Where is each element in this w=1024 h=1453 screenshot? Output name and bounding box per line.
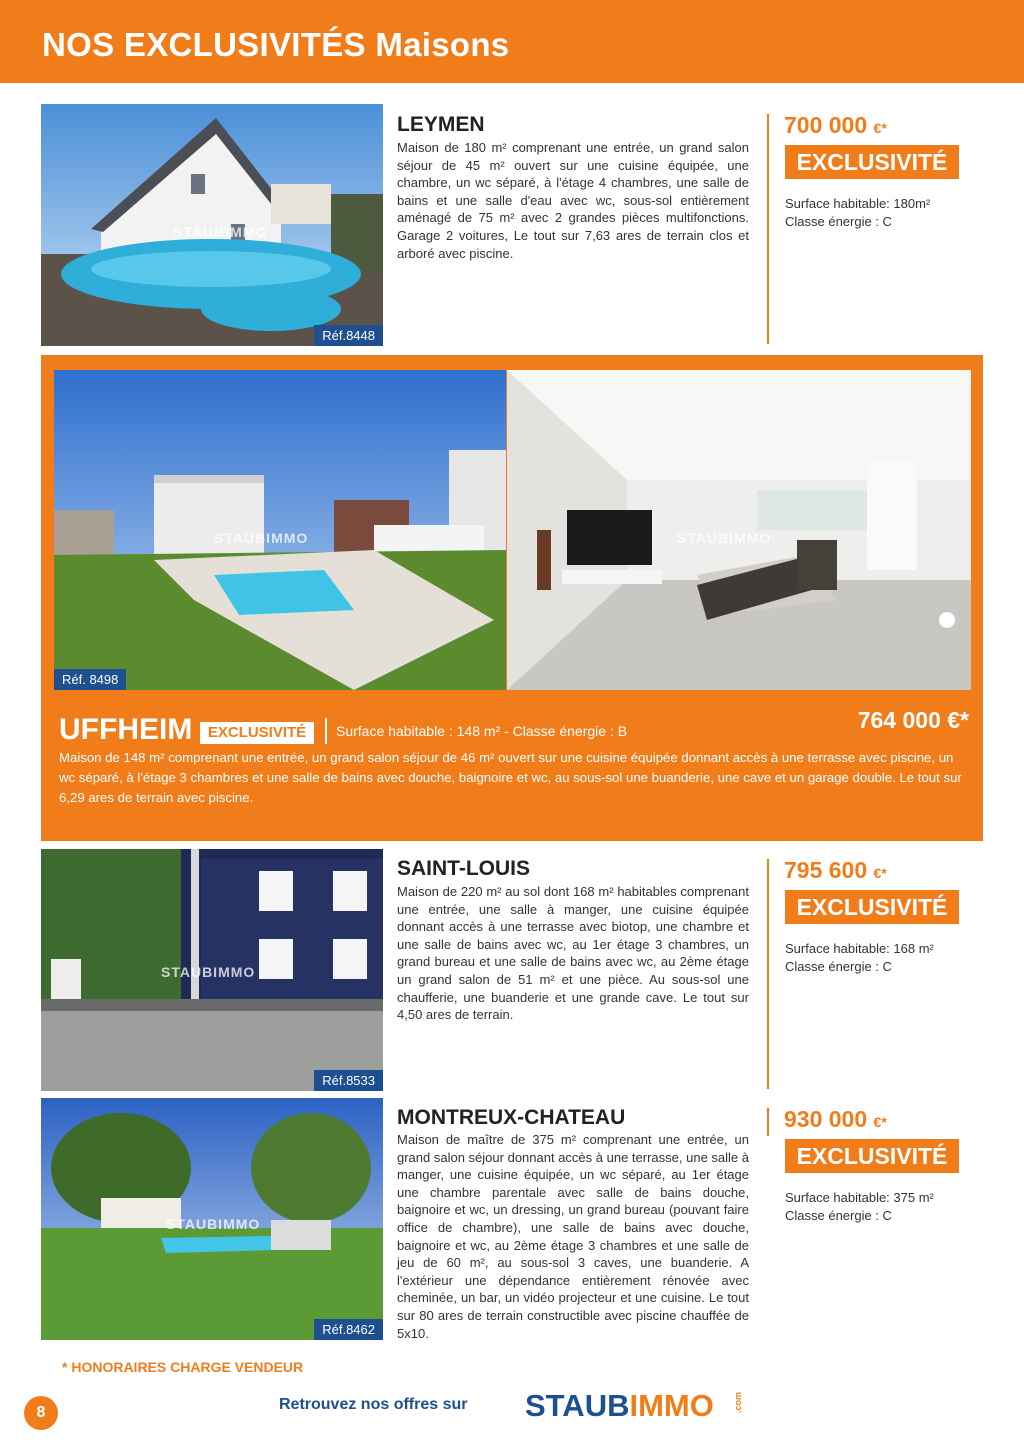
divider xyxy=(325,718,327,744)
reference-badge: Réf.8533 xyxy=(314,1070,383,1091)
featured-spec: Surface habitable : 148 m² - Classe énergie : B xyxy=(336,723,628,739)
watermark: STAUBIMMO xyxy=(173,224,268,240)
exclusive-badge: EXCLUSIVITÉ xyxy=(200,722,314,744)
listing-surface: Surface habitable: 375 m² xyxy=(785,1190,934,1205)
featured-price: 764 000 €* xyxy=(857,707,969,733)
listing-city: SAINT-LOUIS xyxy=(397,857,531,880)
exclusive-badge: EXCLUSIVITÉ xyxy=(785,1139,959,1173)
divider xyxy=(767,1108,769,1136)
listing-photo-montreux-chateau[interactable] xyxy=(41,1098,383,1340)
listing-price xyxy=(784,1106,887,1133)
watermark: STAUBIMMO xyxy=(677,530,772,546)
page-number: 8 xyxy=(24,1396,58,1430)
price-value: 795 600 xyxy=(784,857,868,883)
logo-suffix: .com xyxy=(733,1392,743,1414)
watermark: STAUBIMMO xyxy=(166,1216,261,1232)
featured-description: Maison de 148 m² comprenant une entrée, un grand salon séjour de 46 m² ouvert sur une cuisine équipée donnant accès à une terrasse avec piscine, un wc séparé, à l'étage 3 chambres et une salle de bains avec douche, baignoire et wc, au sous-sol une buanderie, une cave et un garage double. Le tout sur 6,29 ares de terrain avec piscine. xyxy=(59,750,962,805)
reference-badge: Réf.8448 xyxy=(314,325,383,346)
exclusive-badge: EXCLUSIVITÉ xyxy=(785,145,959,179)
listing-description: Maison de 180 m² comprenant une entrée, un grand salon séjour de 45 m² ouvert sur une cuisine équipée, une chambre, un wc séparé, à l'étage 4 chambres, une salle de bains et une salle d'eau avec wc, sous-sol entièrement aménagé de 75 m² avec 2 grandes pièces multifonctions. Garage 2 voitures, Le tout sur 7,63 ares de terrain clos et arboré avec piscine. xyxy=(397,140,749,261)
listing-photo-saint-louis[interactable] xyxy=(41,849,383,1091)
listing-energy: Classe énergie : C xyxy=(785,1208,892,1223)
staubimmo-logo[interactable] xyxy=(525,1388,743,1424)
footer-tagline: Retrouvez nos offres sur xyxy=(279,1396,468,1413)
price-currency: €* xyxy=(873,120,887,136)
listing-surface: Surface habitable: 180m² xyxy=(785,196,931,211)
exclusive-badge: EXCLUSIVITÉ xyxy=(785,890,959,924)
listing-energy: Classe énergie : C xyxy=(785,214,892,229)
listing-energy: Classe énergie : C xyxy=(785,959,892,974)
price-currency: €* xyxy=(873,865,887,881)
price-currency: €* xyxy=(873,1114,887,1130)
listing-description: Maison de 220 m² au sol dont 168 m² habitables comprenant une entrée, une salle à manger, une cuisine équipée donnant accès à une terrasse avec biotop, une chambre et une salle de bains avec wc, au 1er étage 3 chambres, un grand bureau et une salle de bains avec wc, au 2ème étage un grand salon de 51 m² et une pièce. Au sous-sol une chaufferie, une buanderie et une grande cave. Le tout sur 4,50 ares de terrain. xyxy=(397,884,749,1023)
listing-city: LEYMEN xyxy=(397,113,485,136)
divider xyxy=(767,859,769,1089)
price-value: 700 000 xyxy=(784,112,868,138)
page-title: NOS EXCLUSIVITÉS Maisons xyxy=(42,26,510,63)
listing-photo-leymen[interactable] xyxy=(41,104,383,346)
featured-city: UFFHEIM xyxy=(59,713,193,746)
price-value: 930 000 xyxy=(784,1106,868,1132)
listing-price xyxy=(784,112,887,139)
divider xyxy=(767,114,769,344)
logo-text-staub: STAUB xyxy=(525,1388,630,1423)
listing-price xyxy=(784,857,887,884)
reference-badge: Réf.8462 xyxy=(314,1319,383,1340)
page-header xyxy=(0,0,1024,83)
listing-surface: Surface habitable: 168 m² xyxy=(785,941,934,956)
featured-photo-interior[interactable] xyxy=(507,370,971,690)
watermark: STAUBIMMO xyxy=(161,964,256,980)
fees-footnote: * HONORAIRES CHARGE VENDEUR xyxy=(62,1359,304,1375)
logo-text-immo: IMMO xyxy=(629,1388,714,1423)
listing-city: MONTREUX-CHATEAU xyxy=(397,1106,626,1129)
listing-description: Maison de maître de 375 m² comprenant une entrée, un grand salon séjour donnant accès à une terrasse, une salle à manger, une cuisine équipée, un wc séparé, au 1er étage une chambre parentale avec salle de bains douche, baignoire et wc, un dressing, un grand bureau (pouvant faire office de chambre), une salle de bains avec douche, baignoire et wc, au 2ème étage 3 chambres et une salle de jeu de 60 m², au sous-sol 3 caves, une buanderie. A l'extérieur une dépendance entièrement rénovée avec cheminée, un bar, un vidéo projecteur et une cuisine. Le tout sur 80 ares de terrain constructible avec piscine chauffée de 5x10. xyxy=(397,1132,749,1341)
featured-photo-exterior[interactable] xyxy=(54,370,506,690)
reference-badge: Réf. 8498 xyxy=(54,669,126,690)
featured-listing[interactable] xyxy=(41,355,983,841)
watermark: STAUBIMMO xyxy=(214,530,309,546)
